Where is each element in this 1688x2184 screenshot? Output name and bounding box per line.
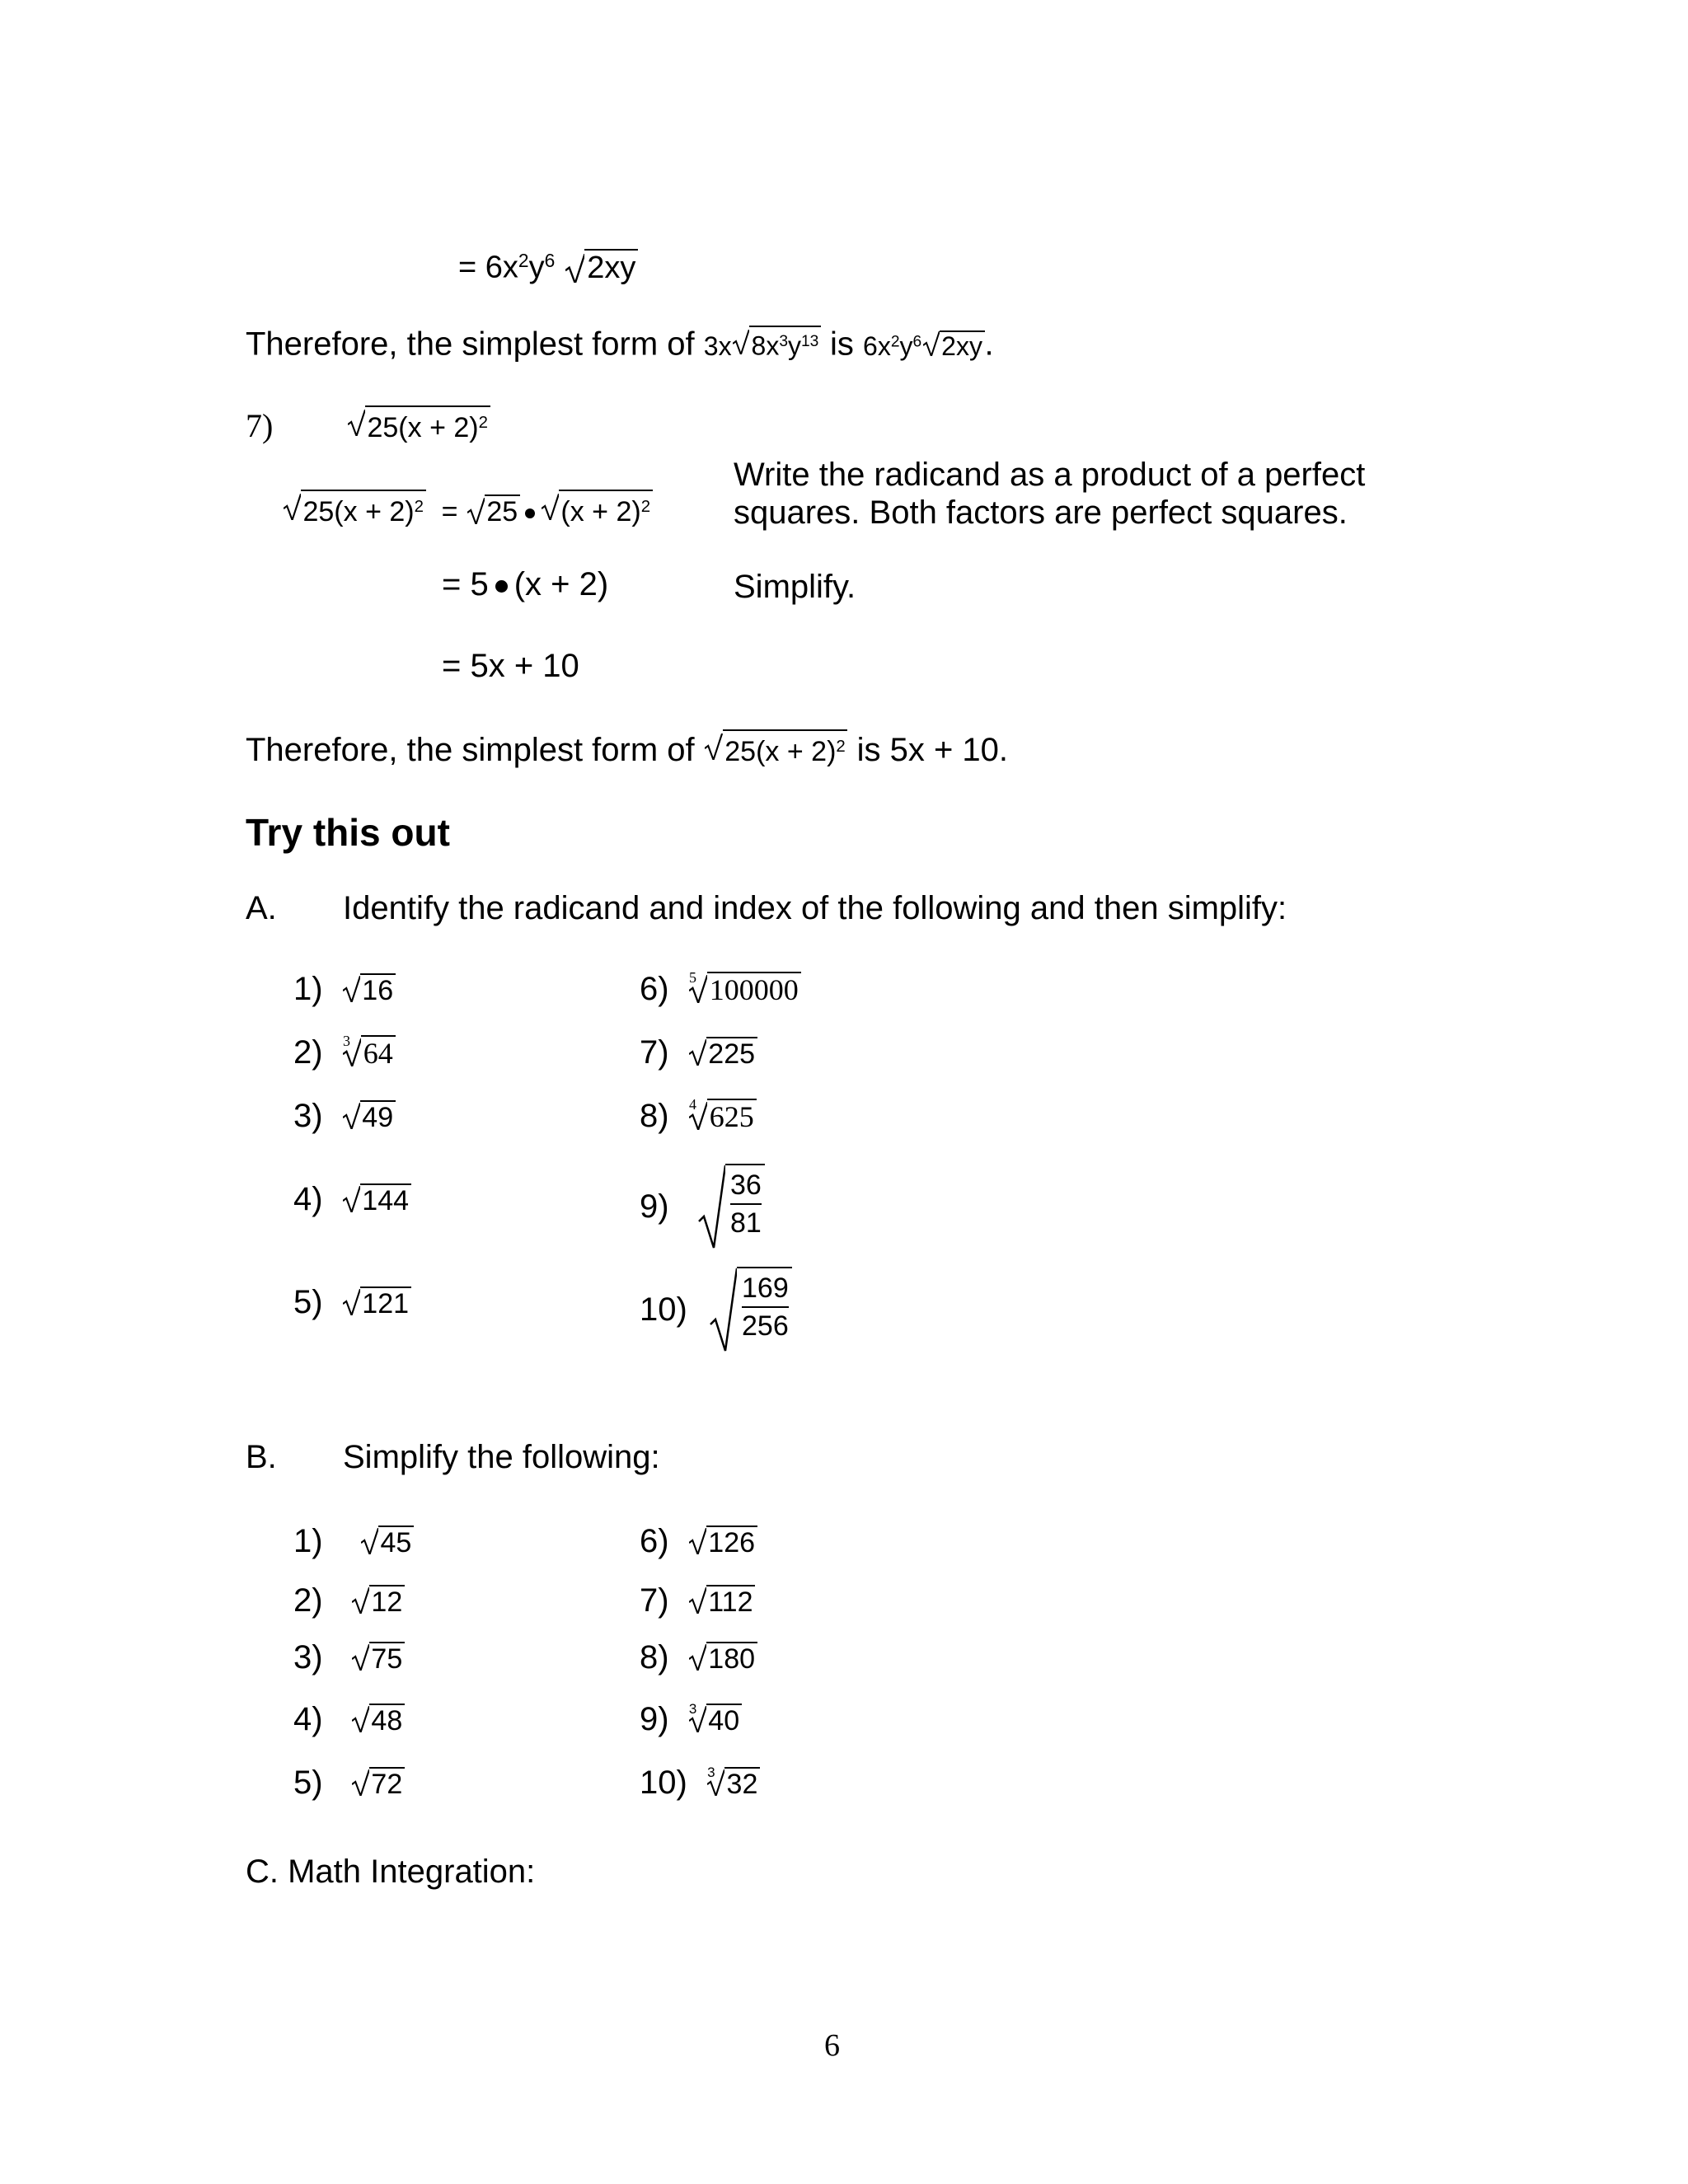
example-problem: $25(x + 2)^2$ — [346, 405, 490, 447]
part-b-letter: B. — [246, 1439, 277, 1475]
step-3-expression: = 5x + 10 — [442, 648, 579, 684]
conclusion-2-suffix: is 5x + 10. — [856, 732, 1009, 769]
part-a-item-10-expression: $\frac{169}{256}$ — [709, 1267, 792, 1343]
part-a-letter: A. — [246, 890, 277, 926]
step-2-expression: = 5 (x + 2) — [442, 566, 609, 602]
part-a-item-7: 7) 225 — [640, 1033, 757, 1073]
part-a-item-3: 3) 49 — [293, 1096, 396, 1137]
part-b-item-4: 4) 48 — [293, 1699, 405, 1740]
example-number: 7) — [246, 407, 274, 444]
part-a-item-2: 2) 3 64 — [293, 1033, 396, 1073]
part-a-item-1: 1) 16 — [293, 969, 396, 1010]
part-a-item-9-expression: $\frac{36}{81}$ — [697, 1164, 765, 1240]
conclusion-line-2: Therefore, the simplest form of $25(x + 2)^2$ is 5x + 10. — [246, 729, 1008, 771]
part-a-item-6: 6) 5 100000 — [640, 969, 801, 1010]
part-b-item-5: 5) 72 — [293, 1763, 405, 1803]
conclusion-prefix: Therefore, the simplest form of — [246, 326, 695, 363]
part-a-item-4: 4) 144 — [293, 1179, 411, 1220]
part-b-item-6: 6) 126 — [640, 1521, 757, 1562]
step-result-line: = $6x^2y^6$ 2xy — [458, 241, 638, 287]
part-a-item-10-number: 10) — [640, 1291, 687, 1328]
part-c-label: C. Math Integration: — [246, 1854, 536, 1890]
section-title: Try this out — [246, 811, 450, 854]
part-a-item-8: 8) 4 625 — [640, 1096, 757, 1137]
page-number: 6 — [824, 2028, 840, 2063]
step-1-note-line-1: Write the radicand as a product of a perfect — [734, 457, 1366, 493]
part-b-item-8: 8) 180 — [640, 1638, 757, 1678]
conclusion-mid: is — [830, 326, 854, 363]
part-b-item-2: 2) 12 — [293, 1581, 405, 1621]
part-b-item-1: 1) 45 — [293, 1521, 414, 1562]
part-b-item-3: 3) 75 — [293, 1638, 405, 1678]
part-b-instruction: Simplify the following: — [343, 1439, 660, 1475]
part-b-item-7: 7) 112 — [640, 1581, 755, 1621]
step-2-note: Simplify. — [734, 569, 856, 605]
step-1-expression: $25(x + 2)^2$ = 25 $(x + 2)^2$ — [282, 490, 653, 531]
part-b-item-9: 9) 3 40 — [640, 1699, 742, 1740]
part-a-item-5: 5) 121 — [293, 1282, 411, 1323]
conclusion-2-prefix: Therefore, the simplest form of — [246, 732, 695, 769]
part-a-item-9-number: 9) — [640, 1188, 669, 1225]
conclusion-end: . — [984, 326, 994, 363]
conclusion-line-1: Therefore, the simplest form of 3x $8x^3y^{13}$ is $6x^2y^6$ 2xy. — [246, 326, 994, 363]
step-1-note-line-2: squares. Both factors are perfect squares. — [734, 494, 1348, 531]
part-a-instruction: Identify the radicand and index of the following and then simplify: — [343, 890, 1287, 926]
part-b-item-10: 10) 3 32 — [640, 1763, 760, 1803]
